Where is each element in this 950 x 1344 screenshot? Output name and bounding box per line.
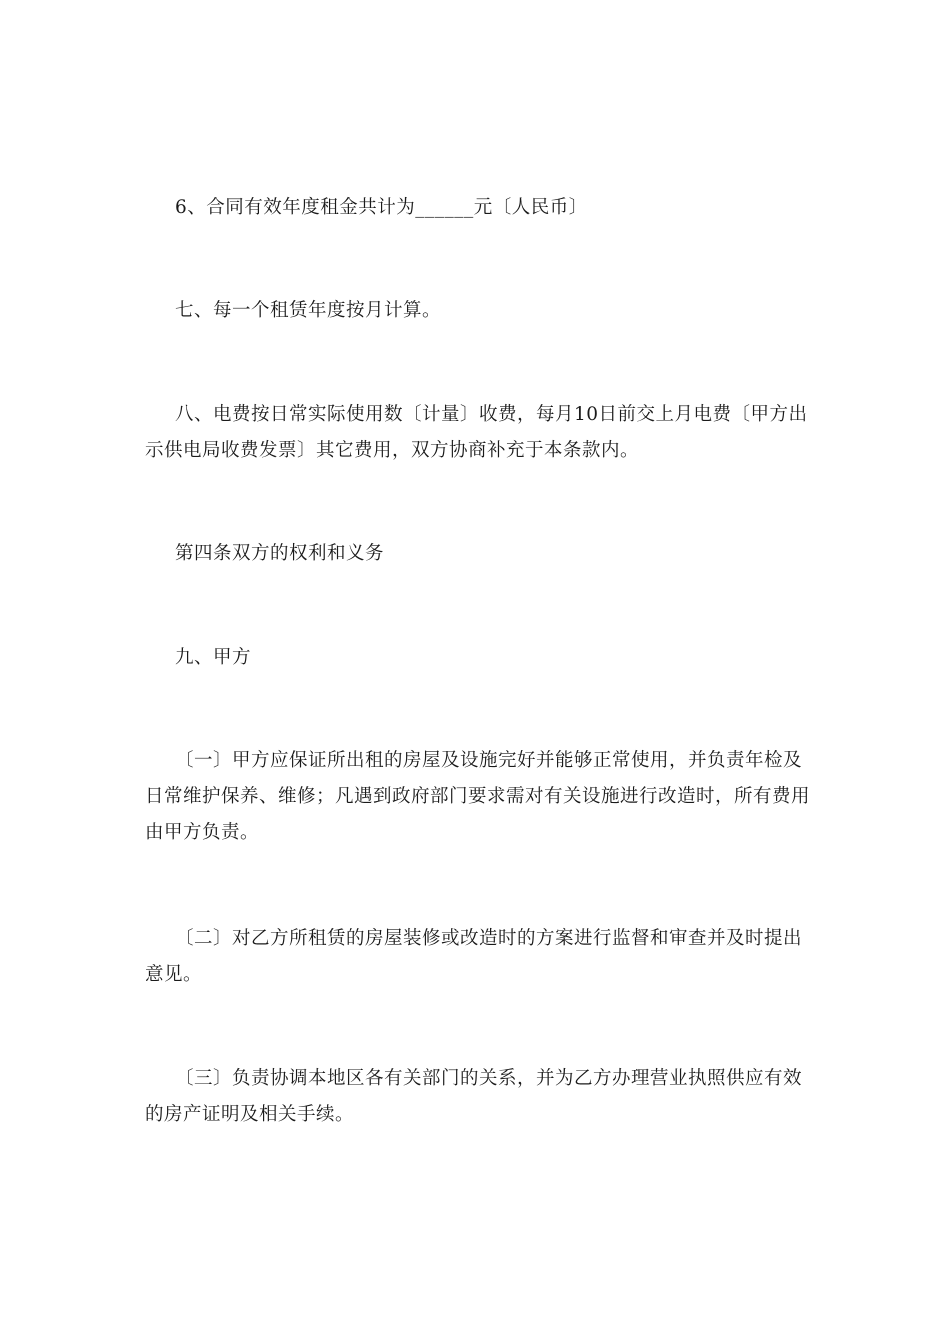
paragraph-party-a-item-1: 〔一〕甲方应保证所出租的房屋及设施完好并能够正常使用，并负责年检及日常维护保养、维修；凡遇到政府部门要求需对有关设施进行改造时，所有费用由甲方负责。 [145,750,811,843]
paragraph-electricity-fee: 八、电费按日常实际使用数〔计量〕收费，每月10日前交上月电费〔甲方出示供电局收费发票〕其它费用，双方协商补充于本条款内。 [145,404,808,461]
paragraph-annual-rent: 6、合同有效年度租金共计为______元〔人民币〕 [175,197,588,218]
paragraph-monthly-calculation: 七、每一个租赁年度按月计算。 [175,300,442,321]
paragraph-party-a-item-2: 〔二〕对乙方所租赁的房屋装修或改造时的方案进行监督和审查并及时提出意见。 [145,928,803,985]
section-heading-rights-obligations: 第四条双方的权利和义务 [175,543,385,564]
paragraph-party-a-item-3: 〔三〕负责协调本地区各有关部门的关系，并为乙方办理营业执照供应有效的房产证明及相关手续。 [145,1068,803,1125]
paragraph-party-a-heading: 九、甲方 [175,647,252,668]
